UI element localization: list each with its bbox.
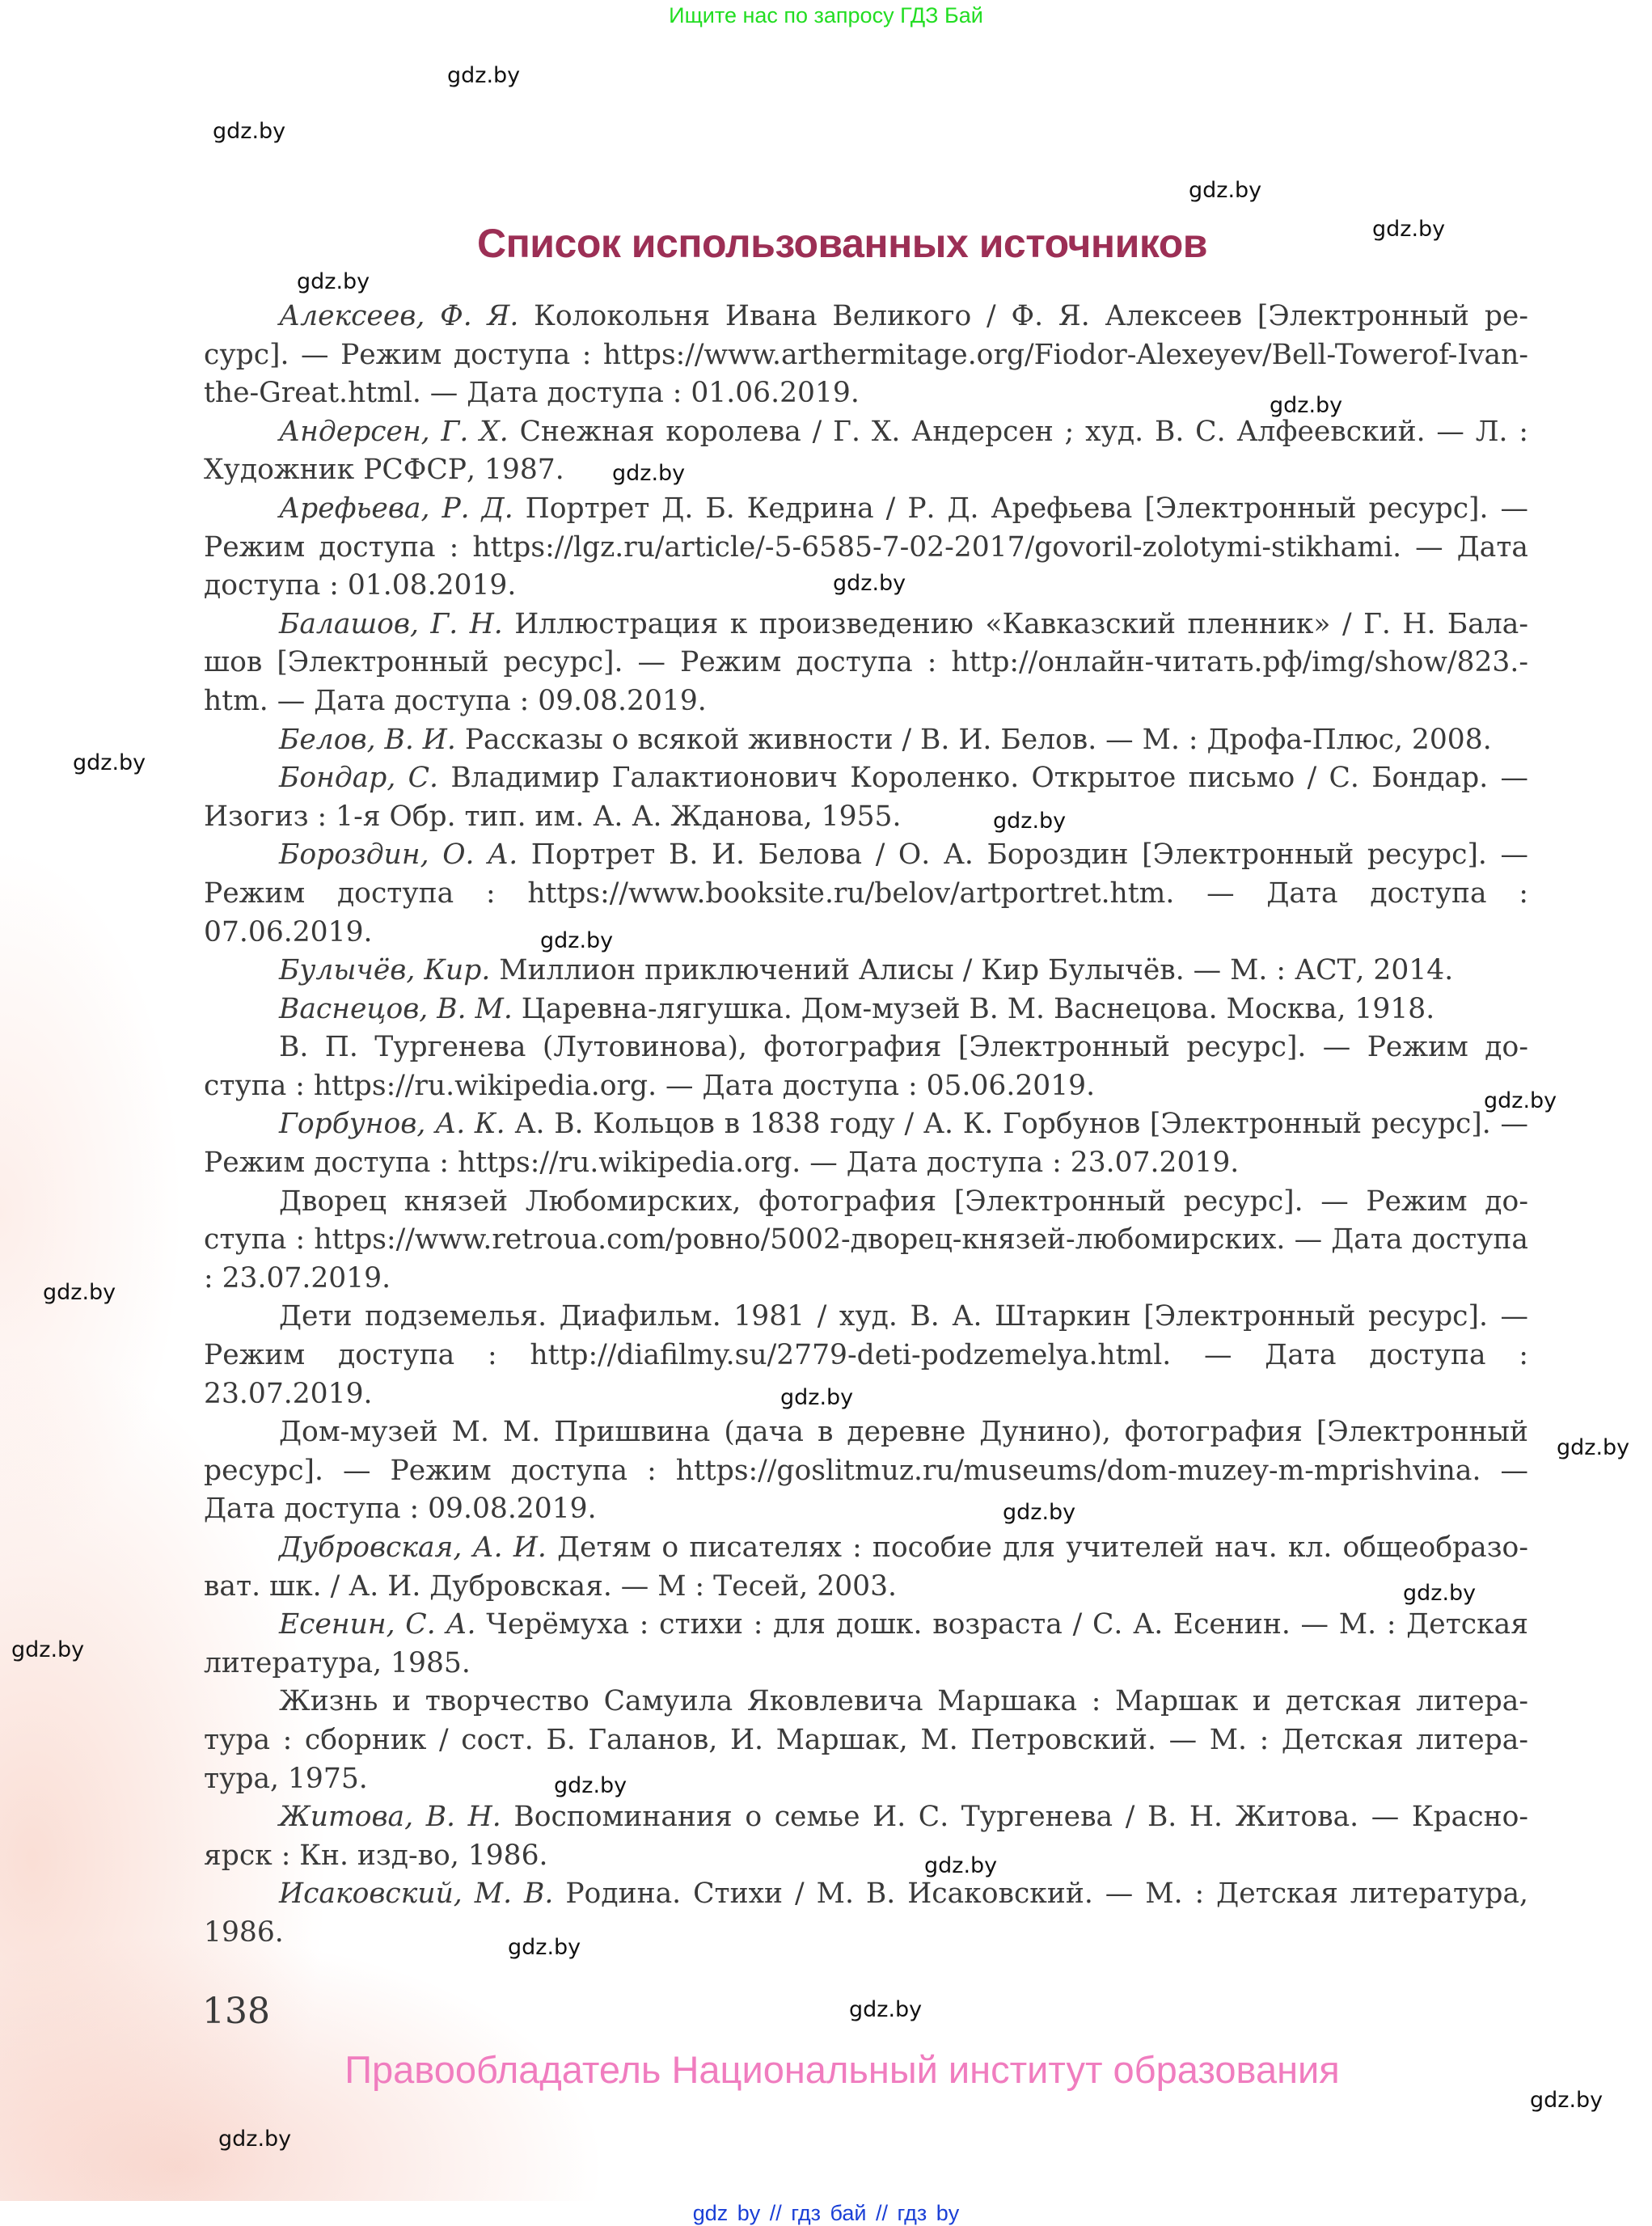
reference-item: [204, 1413, 1528, 1529]
reference-list: [204, 298, 1528, 1953]
reference-author: Дубровская, А. И.: [279, 1531, 547, 1564]
reference-author: Житова, В. Н.: [279, 1801, 501, 1834]
reference-text: А. В. Кольцов в 1838 году / А. К. Горбунов [Электронный ресурс]. — Режим доступа : https://ru.wikipedia.org. — Дата доступа : 23.07.2019.: [204, 1108, 1528, 1180]
watermark-label: gdz.by: [447, 63, 521, 88]
reference-text: Портрет В. И. Белова / О. А. Бороздин [Электронный ресурс]. — Режим доступа : https://www.booksite.ru/belov/artportret.htm. — Дата доступа : 07.06.2019.: [204, 838, 1528, 948]
reference-author: Бороздин, О. А.: [279, 838, 518, 872]
page-title: Список использованных источников: [477, 221, 1207, 266]
reference-item: [204, 991, 1528, 1029]
reference-item: [204, 1105, 1528, 1182]
watermark-label: gdz.by: [554, 1773, 627, 1798]
reference-item: [204, 1798, 1528, 1875]
reference-text: Черёмуха : стихи : для дошк. возраста / С. А. Есенин. — М. : Детская литература, 1985.: [204, 1608, 1528, 1679]
watermark-label: gdz.by: [1484, 1088, 1557, 1113]
reference-item: [204, 721, 1528, 760]
watermark-label: gdz.by: [213, 119, 286, 144]
watermark-label: gdz.by: [993, 809, 1067, 834]
watermark-label: gdz.by: [849, 1997, 923, 2022]
reference-item: [204, 1029, 1528, 1105]
reference-text: Воспоминания о семье И. С. Тургенева / В. Н. Житова. — Красноярск : Кн. изд-во, 1986.: [204, 1801, 1529, 1872]
watermark-label: gdz.by: [1372, 217, 1446, 242]
reference-item: [204, 1529, 1528, 1606]
watermark-label: gdz.by: [508, 1935, 581, 1960]
reference-author: Горбунов, А. К.: [279, 1108, 505, 1141]
watermark-label: gdz.by: [780, 1385, 854, 1410]
watermark-label: gdz.by: [540, 928, 614, 953]
reference-item: [204, 952, 1528, 991]
reference-text: Детям о писателях : пособие для учителей нач. кл. общеобразоват. шк. / А. И. Дубровская. — М : Тесей, 2003.: [204, 1531, 1529, 1603]
reference-author: Андерсен, Г. Х.: [279, 415, 509, 448]
watermark-label: gdz.by: [833, 571, 906, 596]
reference-text: Миллион приключений Алисы / Кир Булычёв. — М. : АСТ, 2014.: [490, 954, 1454, 987]
watermark-label: gdz.by: [218, 2127, 292, 2152]
rights-holder-notice: Правообладатель Национальный институт образования: [344, 2048, 1340, 2091]
reference-text: Рассказы о всякой живности / В. И. Белов. — М. : Дрофа-Плюс, 2008.: [455, 723, 1492, 756]
reference-item: [204, 1683, 1528, 1798]
reference-text: Владимир Галактионович Короленко. Открытое письмо / С. Бондар. — Изогиз : 1-я Обр. тип. им. А. А. Жданова, 1955.: [204, 762, 1528, 833]
reference-text: Колокольня Ивана Великого / Ф. Я. Алексеев [Электронный ресурс]. — Режим доступа : https://www.arthermitage.org/Fiodor-Alexeyev/Bell-Towerof-Ivan-the-Great.html. — Дата доступа : 01.06.2019.: [204, 300, 1528, 410]
watermark-label: gdz.by: [1557, 1435, 1630, 1460]
reference-item: [204, 1298, 1528, 1413]
reference-author: Булычёв, Кир.: [279, 954, 491, 987]
watermark-label: gdz.by: [612, 461, 686, 486]
reference-item: [204, 759, 1528, 836]
watermark-label: gdz.by: [1003, 1500, 1076, 1525]
reference-text: Портрет Д. Б. Кедрина / Р. Д. Арефьева [Электронный ресурс]. — Режим доступа : https://lgz.ru/article/-5-6585-7-02-2017/govoril-zolotymi-stikhami. — Дата доступа : 01.08.2019.: [204, 492, 1528, 602]
reference-author: Алексеев, Ф. Я.: [279, 300, 519, 332]
reference-author: Исаковский, М. В.: [279, 1878, 554, 1911]
watermark-label: gdz.by: [1530, 2088, 1603, 2113]
reference-author: Есенин, С. А.: [279, 1608, 476, 1641]
watermark-label: gdz.by: [1189, 178, 1262, 203]
reference-text: Царевна-лягушка. Дом-музей В. М. Васнецова. Москва, 1918.: [512, 992, 1435, 1025]
watermark-label: gdz.by: [297, 269, 370, 294]
reference-text: Снежная королева / Г. Х. Андерсен ; худ. В. С. Алфеевский. — Л. : Художник РСФСР, 1987.: [204, 415, 1529, 487]
reference-text: Дом-музей М. М. Пришвина (дача в деревне Дунино), фотография [Электронный ресурс]. — Режим доступа : https://goslitmuz.ru/museums/dom-muzey-m-mprishvina. — Дата доступа : 09.08.2019.: [204, 1416, 1528, 1526]
top-search-banner: Ищите нас по запросу ГДЗ Бай: [669, 3, 983, 27]
reference-text: Родина. Стихи / М. В. Исаковский. — М. : Детская литература, 1986.: [204, 1878, 1528, 1949]
reference-item: [204, 1606, 1528, 1683]
reference-author: Бондар, С.: [279, 762, 439, 795]
reference-text: Дворец князей Любомирских, фотография [Электронный ресурс]. — Режим доступа : https://www.retroua.com/ровно/5002-дворец-князей-любомирских. — Дата доступа : 23.07.2019.: [204, 1185, 1528, 1295]
page-number: 138: [202, 1991, 270, 2032]
reference-item: [204, 836, 1528, 952]
watermark-label: gdz.by: [43, 1280, 116, 1305]
reference-item: [204, 606, 1528, 721]
reference-text: В. П. Тургенева (Лутовинова), фотография [Электронный ресурс]. — Режим доступа : https://ru.wikipedia.org. — Дата доступа : 05.06.2019.: [204, 1031, 1528, 1102]
reference-text: Жизнь и творчество Самуила Яковлевича Маршака : Маршак и детская литература : сборник / сост. Б. Галанов, И. Маршак, М. Петровский. — М. : Детская литература, 1975.: [204, 1685, 1528, 1795]
watermark-label: gdz.by: [1270, 393, 1343, 418]
watermark-label: gdz.by: [924, 1853, 998, 1878]
reference-text: Дети подземелья. Диафильм. 1981 / худ. В. А. Штаркин [Электронный ресурс]. — Режим доступа : http://diafilmy.su/2779-deti-podzemelya.html. — Дата доступа : 23.07.2019.: [204, 1300, 1528, 1410]
watermark-label: gdz.by: [1403, 1581, 1477, 1606]
bottom-links-banner[interactable]: gdz by // гдз бай // гдз by: [692, 2201, 960, 2225]
watermark-label: gdz.by: [73, 750, 146, 775]
reference-author: Балашов, Г. Н.: [279, 607, 503, 640]
reference-author: Белов, В. И.: [279, 723, 456, 756]
watermark-label: gdz.by: [11, 1637, 85, 1662]
reference-item: [204, 1875, 1528, 1952]
reference-author: Арефьева, Р. Д.: [279, 492, 513, 525]
reference-item: [204, 1183, 1528, 1299]
reference-item: [204, 413, 1528, 490]
reference-text: Иллюстрация к произведению «Кавказский пленник» / Г. Н. Балашов [Электронный ресурс]. — Режим доступа : http://онлайн-читать.рф/img/show/823.htm. — Дата доступа : 09.08.2019.: [204, 607, 1528, 717]
reference-author: Васнецов, В. М.: [279, 992, 513, 1025]
